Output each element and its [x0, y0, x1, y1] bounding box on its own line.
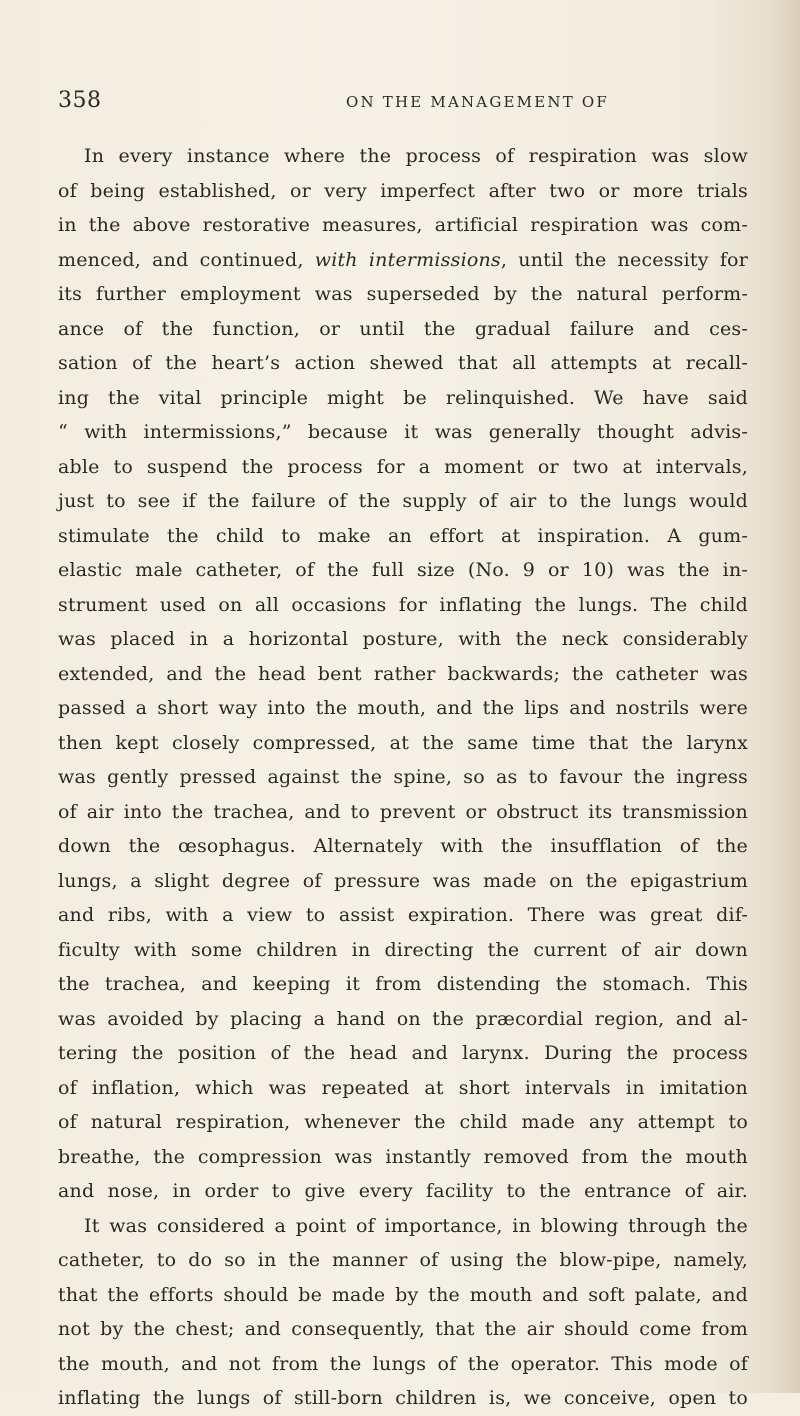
text-line: elastic male catheter, of the full size (No. 9 or 10) was the in- — [58, 559, 748, 581]
text-line: breathe, the compression was instantly removed from the mouth — [58, 1145, 748, 1168]
text-line: of being established, or very imperfect after two or more trials — [58, 179, 748, 202]
text-line: and nose, in order to give every facility to the entrance of air. — [58, 1180, 748, 1202]
text-line: ance of the function, or until the gradual failure and ces- — [58, 317, 748, 340]
text-line: lungs, a slight degree of pressure was made on the epigastrium — [58, 869, 748, 892]
running-head: ON THE MANAGEMENT OF — [346, 93, 609, 111]
text-line: It was considered a point of importance, in blowing through the — [84, 1214, 748, 1237]
text-line: in the above restorative measures, artificial respiration was com- — [58, 214, 748, 236]
text-line: tering the position of the head and larynx. During the process — [58, 1042, 748, 1064]
page-header — [58, 88, 748, 118]
text-line: In every instance where the process of respiration was slow — [84, 145, 748, 167]
text-line: stimulate the child to make an effort at inspiration. A gum- — [58, 524, 748, 547]
text-line: ficulty with some children in directing the current of air down — [58, 938, 748, 961]
text-line-start: menced, and continued, — [58, 248, 315, 271]
text-line: was gently pressed against the spine, so as to favour the ingress — [58, 766, 748, 788]
body-paragraph — [58, 139, 748, 1416]
text-line: strument used on all occasions for inflating the lungs. The child — [58, 593, 748, 616]
text-line: down the œsophagus. Alternately with the insufflation of the — [58, 835, 748, 857]
text-line: just to see if the failure of the supply of air to the lungs would — [58, 490, 748, 512]
text-line: was placed in a horizontal posture, with the neck considerably — [58, 628, 748, 650]
text-line: ing the vital principle might be relinquished. We have said — [58, 386, 748, 409]
text-line: not by the chest; and consequently, that the air should come from — [58, 1318, 748, 1340]
text-line-end: , until the necessity for — [500, 248, 748, 271]
italic-phrase: with intermissions — [314, 248, 501, 271]
text-line: the mouth, and not from the lungs of the operator. This mode of — [58, 1352, 748, 1375]
text-line: then kept closely compressed, at the same time that the larynx — [58, 731, 748, 754]
text-line: the trachea, and keeping it from distending the stomach. This — [58, 973, 748, 995]
text-line: and ribs, with a view to assist expiration. There was great dif- — [58, 904, 748, 926]
text-line: its further employment was superseded by the natural perform- — [58, 283, 748, 305]
text-line: of natural respiration, whenever the child made any attempt to — [58, 1111, 748, 1133]
text-line: extended, and the head bent rather backwards; the catheter was — [58, 662, 748, 685]
text-line: catheter, to do so in the manner of using the blow-pipe, namely, — [58, 1249, 748, 1271]
text-line: that the efforts should be made by the mouth and soft palate, and — [58, 1283, 748, 1306]
text-line: of inflation, which was repeated at short intervals in imitation — [58, 1076, 748, 1099]
page-number: 358 — [58, 88, 102, 113]
text-line: sation of the heart’s action shewed that all attempts at recall- — [58, 352, 748, 374]
text-line — [58, 243, 748, 278]
text-line: was avoided by placing a hand on the præcordial region, and al- — [58, 1007, 748, 1030]
text-line: passed a short way into the mouth, and the lips and nostrils were — [58, 697, 748, 719]
text-line: able to suspend the process for a moment or two at intervals, — [58, 455, 748, 478]
text-line: “ with intermissions,” because it was generally thought advis- — [58, 421, 748, 443]
text-line: inflating the lungs of still-born children is, we conceive, open to — [58, 1387, 748, 1409]
text-line: of air into the trachea, and to prevent or obstruct its transmission — [58, 800, 748, 823]
